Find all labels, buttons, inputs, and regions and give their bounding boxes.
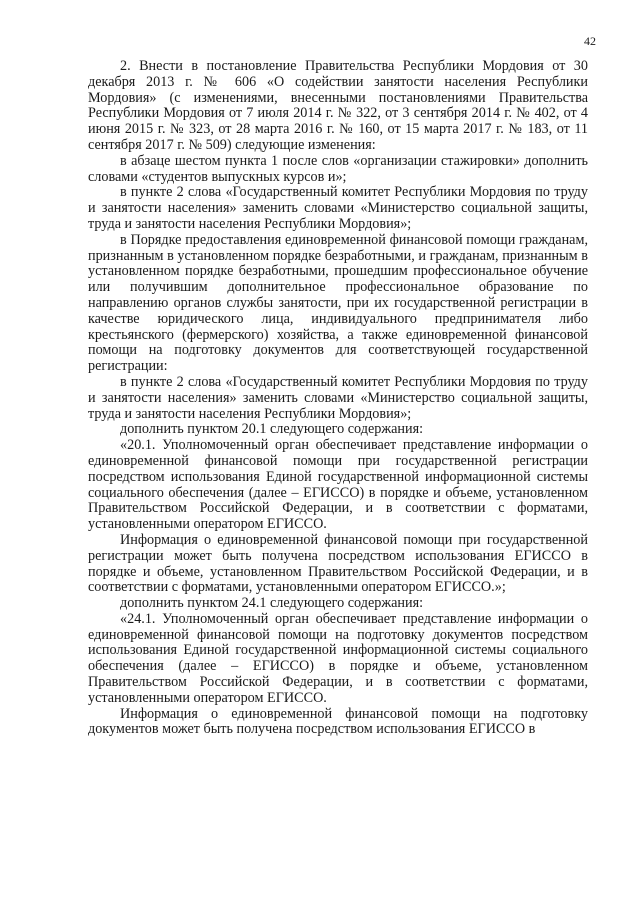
paragraph-clause-24-1-info: Информация о единовременной финансовой помощи на подготовку документов может быть получена посредством использования ЕГИССО в (88, 705, 588, 738)
paragraph-amendment-intro: 2. Внести в постановление Правительства Республики Мордовия от 30 декабря 2013 г. № 606 «О содействии занятости населения Республики Мордовия» (с изменениями, внесенными постановлениями Правительства Республики Мордовия от 7 июля 2014 г. № 322, от 3 сентября 2014 г. № 402, от 4 июня 2015 г. № 323, от 28 марта 2016 г. № 160, от 15 марта 2017 г. № 183, от 11 сентября 2017 г. № 509) следующие изменения: (88, 58, 588, 153)
paragraph-clause-24-1-text: «24.1. Уполномоченный орган обеспечивает представление информации о единовременной финансовой помощи на подготовку документов посредством использования Единой государственной информационной системы социального обеспечения (далее – ЕГИССО) в порядке и объеме, установленном Правительством Российской Федерации, и в соответствии с форматами, установленными оператором ЕГИССО. (88, 610, 588, 706)
paragraph-procedure-title: в Порядке предоставления единовременной финансовой помощи гражданам, признанным в установленном порядке безработными, и гражданам, признанным в установленном порядке безработными, прошедшим профессиональное обучение или получившим дополнительное профессиональное образование по направлению органов службы занятости, при их государственной регистрации в качестве юридического лица, индивидуального предпринимателя либо крестьянского (фермерского) хозяйства, а также единовременной финансовой помощи на подготовку документов для соответствующей государственной регистрации: (88, 231, 588, 375)
paragraph-clause-2-replacement: в пункте 2 слова «Государственный комитет Республики Мордовия по труду и занятости населения» заменить словами «Министерство социальной защиты, труда и занятости населения Республики Мордовия»; (88, 184, 588, 232)
paragraph-add-clause-20-1: дополнить пунктом 20.1 следующего содержания: (120, 421, 424, 438)
paragraph-clause-20-1-info: Информация о единовременной финансовой помощи при государственной регистрации может быть получена посредством использования ЕГИССО в порядке и объеме, установленном Правительством Российской Федерации, и в соответствии с форматами, установленными оператором ЕГИССО.»; (88, 531, 588, 596)
page-number: 42 (584, 34, 596, 48)
paragraph-procedure-clause-2: в пункте 2 слова «Государственный комитет Республики Мордовия по труду и занятости населения» заменить словами «Министерство социальной защиты, труда и занятости населения Республики Мордовия»; (88, 373, 588, 422)
document-body (88, 59, 588, 738)
paragraph-clause-1-addition: в абзаце шестом пункта 1 после слов «организации стажировки» дополнить словами «студентов выпускных курсов и»; (88, 152, 588, 185)
paragraph-add-clause-24-1: дополнить пунктом 24.1 следующего содержания: (120, 595, 424, 612)
paragraph-clause-20-1-text: «20.1. Уполномоченный орган обеспечивает представление информации о единовременной финансовой помощи при государственной регистрации посредством использования Единой государственной информационной системы социального обеспечения (далее – ЕГИССО) в порядке и объеме, установленном Правительством Российской Федерации, и в соответствии с форматами, установленными оператором ЕГИССО. (88, 437, 588, 533)
